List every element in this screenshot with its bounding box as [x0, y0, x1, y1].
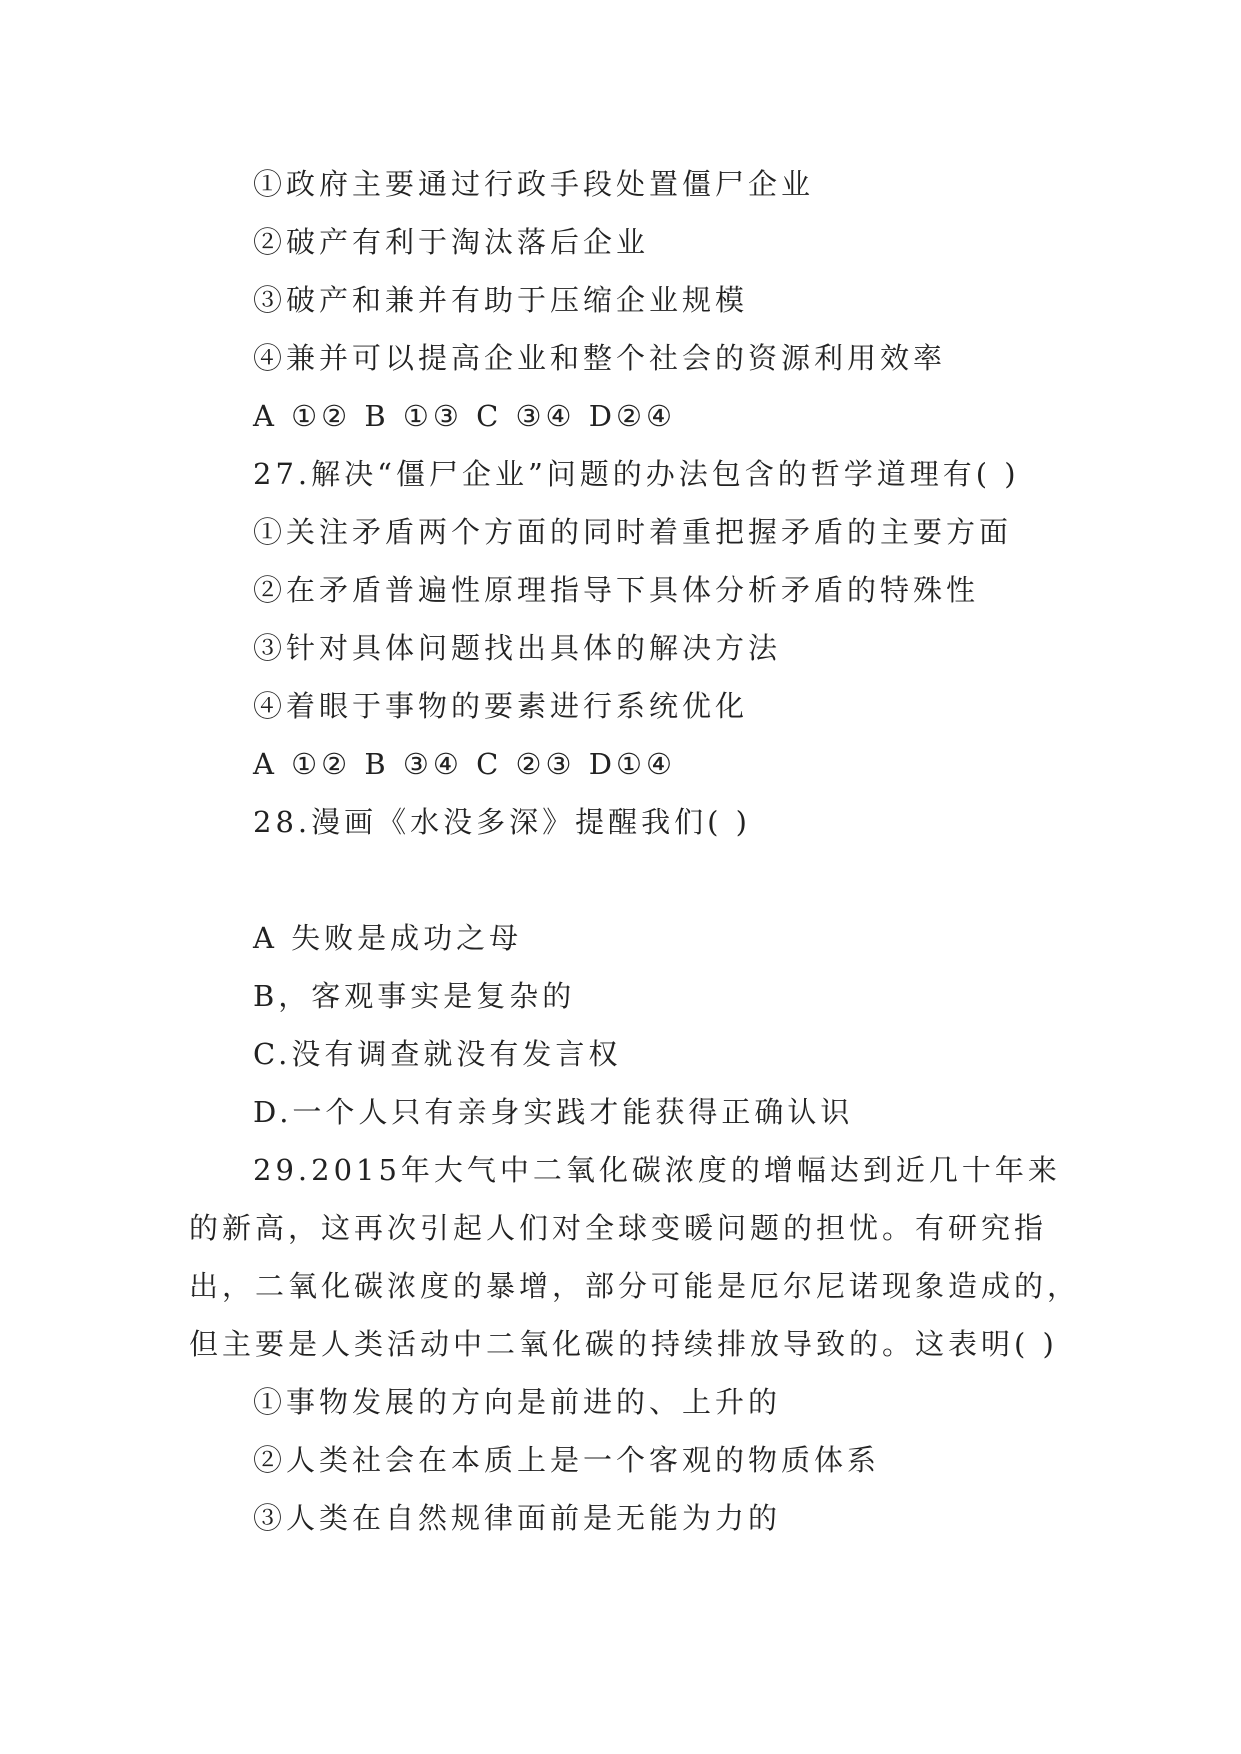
q26-option-4: ④兼并可以提高企业和整个社会的资源利用效率 [253, 341, 947, 375]
q27-option-1: ①关注矛盾两个方面的同时着重把握矛盾的主要方面 [253, 515, 1013, 549]
q28-choice-a: A 失败是成功之母 [253, 921, 523, 955]
q26-option-1: ①政府主要通过行政手段处置僵尸企业 [253, 167, 815, 201]
q29-stem-line-1: 29.2015年大气中二氧化碳浓度的增幅达到近几十年来 [253, 1153, 1061, 1187]
q29-option-2: ②人类社会在本质上是一个客观的物质体系 [253, 1443, 881, 1477]
q29-stem-line-3: 出，二氧化碳浓度的暴增，部分可能是厄尔尼诺现象造成的， [189, 1269, 1081, 1303]
q28-choice-c: C.没有调查就没有发言权 [253, 1037, 622, 1071]
q27-stem: 27.解决“僵尸企业”问题的办法包含的哲学道理有( ) [253, 457, 1020, 491]
q26-answer-choices: A ①② B ①③ C ③④ D②④ [253, 399, 676, 433]
q27-answer-choices: A ①② B ③④ C ②③ D①④ [253, 747, 676, 781]
q29-option-1: ①事物发展的方向是前进的、上升的 [253, 1385, 782, 1419]
q27-option-2: ②在矛盾普遍性原理指导下具体分析矛盾的特殊性 [253, 573, 980, 607]
q29-stem-line-2: 的新高，这再次引起人们对全球变暖问题的担忧。有研究指 [189, 1211, 1048, 1245]
q26-option-2: ②破产有利于淘汰落后企业 [253, 225, 650, 259]
q28-stem: 28.漫画《水没多深》提醒我们( ) [253, 805, 751, 839]
q27-option-3: ③针对具体问题找出具体的解决方法 [253, 631, 782, 665]
q29-option-3: ③人类在自然规律面前是无能为力的 [253, 1501, 782, 1535]
q28-choice-d: D.一个人只有亲身实践才能获得正确认识 [253, 1095, 854, 1129]
q28-choice-b: B，客观事实是复杂的 [253, 979, 576, 1013]
q29-stem-line-4: 但主要是人类活动中二氧化碳的持续排放导致的。这表明( ) [189, 1327, 1058, 1361]
q26-option-3: ③破产和兼并有助于压缩企业规模 [253, 283, 749, 317]
q27-option-4: ④着眼于事物的要素进行系统优化 [253, 689, 749, 723]
